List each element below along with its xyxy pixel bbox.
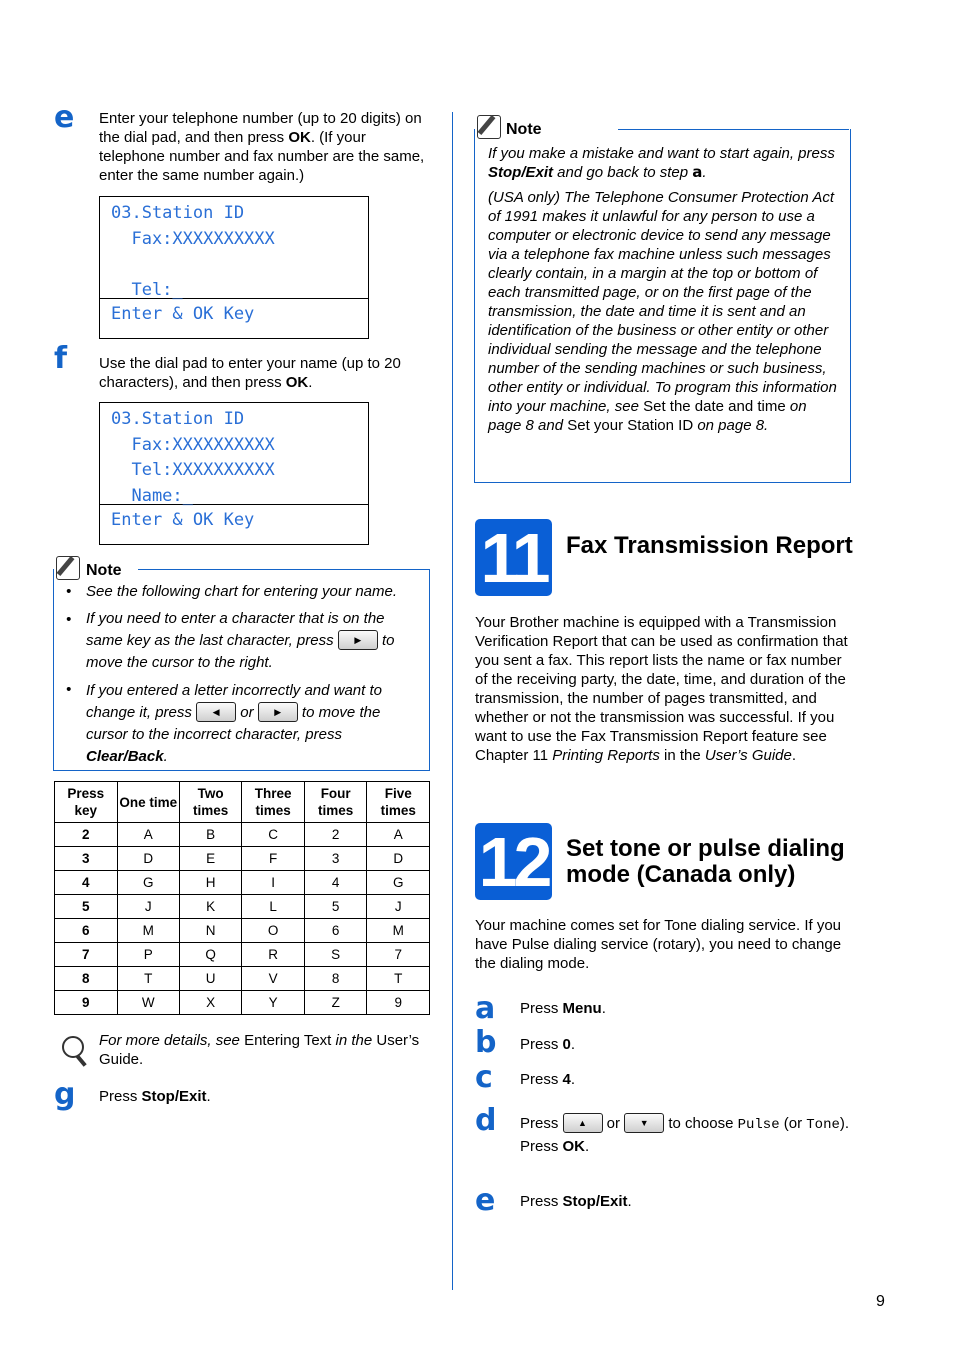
table-cell: 7: [367, 943, 430, 967]
step-text: to choose: [664, 1115, 738, 1132]
right-arrow-key-icon: ▶: [338, 630, 378, 650]
table-cell: 2: [304, 823, 367, 847]
section-body: Your machine comes set for Tone dialing service. If you have Pulse dialing service (rotary), you need to change the dialing mode.: [475, 917, 842, 972]
table-cell: V: [242, 967, 305, 991]
step-text: Press: [520, 1000, 563, 1017]
step-text: Press: [520, 1036, 563, 1053]
step-letter-e: e: [475, 1183, 496, 1218]
step-text: (or: [779, 1115, 807, 1132]
step-e-instruction: [99, 109, 429, 185]
lcd-line: 03.Station ID: [111, 203, 245, 223]
table-header-row: [55, 782, 430, 823]
table-cell: 4: [55, 871, 118, 895]
table-cell: J: [117, 895, 179, 919]
section-title-line: Set tone or pulse dialing: [566, 835, 845, 862]
menu-key-label: Menu: [562, 1000, 602, 1017]
note-bullet-2-end: to move the cursor to the right.: [86, 632, 395, 671]
section-body: [475, 613, 849, 765]
set-station-id-link[interactable]: Set your Station ID: [567, 417, 694, 434]
step-d-instruction: [520, 1113, 850, 1158]
table-row: [55, 823, 430, 847]
table-cell: N: [179, 919, 242, 943]
table-row: [55, 991, 430, 1015]
step-a-instruction: [520, 999, 606, 1018]
step-text: Press: [520, 1071, 563, 1088]
details-text: in the: [331, 1032, 377, 1049]
table-cell: A: [117, 823, 179, 847]
body-text: Your Brother machine is equipped with a Transmission Verification Report that can be used as confirmation that you sent a fax. This report lists the name or fax number of the receiving party, the date, time, and duration of the transmission, the number of pages transmitted, and whether or not the transmission was successful. If you want to use the Fax Transmission Report feature see Chapter 11: [475, 614, 848, 764]
step-reference: a: [692, 163, 703, 181]
step-f-instruction: [99, 354, 429, 392]
table-cell: L: [242, 895, 305, 919]
details-link[interactable]: Entering Text: [244, 1032, 332, 1049]
table-cell: B: [179, 823, 242, 847]
note-text: on page 8.: [693, 417, 769, 434]
table-cell: G: [367, 871, 430, 895]
ok-key-label: OK: [562, 1138, 586, 1155]
table-cell: Y: [242, 991, 305, 1015]
step-f-text-end: .: [308, 374, 313, 391]
lcd-footer: Enter & OK Key: [111, 510, 255, 530]
table-cell: 6: [55, 919, 118, 943]
table-cell: 3: [55, 847, 118, 871]
step-letter-e: e: [54, 100, 75, 135]
step-e-instruction: [520, 1192, 632, 1211]
table-cell: X: [179, 991, 242, 1015]
details-reference: [99, 1031, 429, 1069]
table-cell: Z: [304, 991, 367, 1015]
table-row: [55, 943, 430, 967]
step-g-end: .: [206, 1088, 211, 1105]
magnifier-icon: [62, 1036, 84, 1058]
stop-exit-key-label: Stop/Exit: [562, 1193, 628, 1210]
stop-exit-key-label: Stop/Exit: [488, 164, 554, 181]
step-f-bold: OK: [285, 374, 309, 391]
character-entry-table: [54, 781, 430, 1015]
table-row: [55, 847, 430, 871]
lcd-line: Tel:XXXXXXXXXX: [111, 460, 275, 480]
table-cell: M: [367, 919, 430, 943]
step-text: ).: [839, 1115, 850, 1132]
table-cell: 9: [367, 991, 430, 1015]
left-arrow-key-icon: ◀: [196, 702, 236, 722]
step-c-instruction: [520, 1070, 575, 1089]
lcd-footer: Enter & OK Key: [111, 304, 255, 324]
table-cell: I: [242, 871, 305, 895]
table-cell: W: [117, 991, 179, 1015]
section-title: [566, 836, 845, 888]
table-cell: H: [179, 871, 242, 895]
note-title: Note: [506, 121, 542, 138]
step-text: Press: [520, 1115, 563, 1132]
note-title: Note: [86, 562, 122, 579]
lcd-line: Name:_: [111, 485, 193, 506]
section-number-badge: 12: [475, 823, 552, 900]
step-text: or: [602, 1115, 625, 1132]
body-text: in the: [659, 747, 705, 764]
table-cell: D: [367, 847, 430, 871]
table-cell: F: [242, 847, 305, 871]
tone-option: Tone: [806, 1117, 840, 1133]
column-divider: [452, 112, 453, 1290]
up-arrow-key-icon: ▲: [563, 1113, 603, 1133]
step-text: .: [570, 1071, 576, 1088]
step-letter-d: d: [475, 1103, 497, 1138]
details-text: For more details, see: [99, 1032, 245, 1049]
printing-reports-ref: Printing Reports: [552, 747, 660, 764]
lcd-display-tel: [99, 196, 369, 339]
table-cell: O: [242, 919, 305, 943]
table-cell: C: [242, 823, 305, 847]
table-cell: 4: [304, 871, 367, 895]
section-title-line: mode (Canada only): [566, 861, 796, 888]
note-or-text: or: [240, 704, 254, 721]
table-row: [55, 919, 430, 943]
table-header: Three times: [242, 782, 305, 823]
note-paragraph-2: [488, 188, 840, 435]
lcd-display-name: [99, 402, 369, 545]
step-g-text: Press: [99, 1088, 142, 1105]
step-letter-f: f: [54, 341, 68, 376]
table-cell: 5: [304, 895, 367, 919]
section-number-badge: 11: [475, 519, 552, 596]
step-g-bold: Stop/Exit: [141, 1088, 207, 1105]
table-cell: P: [117, 943, 179, 967]
table-cell: D: [117, 847, 179, 871]
table-cell: M: [117, 919, 179, 943]
table-cell: 8: [55, 967, 118, 991]
down-arrow-key-icon: ▼: [624, 1113, 664, 1133]
table-header: One time: [117, 782, 179, 823]
note-text: If you make a mistake and want to start again, press: [488, 145, 835, 162]
step-letter-g: g: [54, 1077, 76, 1112]
step-e-text-end: . (If your telephone number and fax number are the same, enter the same number again.): [99, 129, 425, 184]
table-header: Two times: [179, 782, 242, 823]
table-row: [55, 895, 430, 919]
right-arrow-key-icon: ▶: [258, 702, 298, 722]
note-bullet-1-text: See the following chart for entering your name.: [86, 583, 398, 600]
step-e-text: Enter your telephone number (up to 20 digits) on the dial pad, and then press: [99, 110, 422, 146]
lcd-line: 03.Station ID: [111, 409, 245, 429]
step-letter-a: a: [475, 991, 496, 1026]
lcd-line: Fax:XXXXXXXXXX: [111, 228, 275, 249]
table-cell: E: [179, 847, 242, 871]
step-letter-b: b: [475, 1025, 497, 1060]
step-text: .: [570, 1036, 576, 1053]
table-cell: 3: [304, 847, 367, 871]
table-header: Press key: [55, 782, 118, 823]
users-guide-ref: User’s Guide: [704, 747, 792, 764]
table-cell: A: [367, 823, 430, 847]
note-text: .: [702, 164, 707, 181]
note-bullet-3-mid: to move the cursor to the incorrect character, press: [86, 704, 381, 743]
table-header: Five times: [367, 782, 430, 823]
step-f-text: Use the dial pad to enter your name (up to 20 characters), and then press: [99, 355, 401, 391]
table-cell: 9: [55, 991, 118, 1015]
step-text: .: [627, 1193, 632, 1210]
note-bullet-3-text: If you entered a letter incorrectly and want to change it, press: [86, 682, 382, 721]
table-cell: R: [242, 943, 305, 967]
pulse-option: Pulse: [737, 1117, 780, 1133]
step-b-instruction: [520, 1035, 575, 1054]
table-row: [55, 871, 430, 895]
step-text: .: [585, 1138, 590, 1155]
note-text: and go back to step: [553, 164, 693, 181]
table-cell: 2: [55, 823, 118, 847]
step-text: .: [601, 1000, 606, 1017]
section-title: Fax Transmission Report: [566, 532, 853, 559]
table-cell: T: [117, 967, 179, 991]
table-cell: U: [179, 967, 242, 991]
clear-back-key-label: Clear/Back: [86, 748, 164, 765]
table-cell: K: [179, 895, 242, 919]
note-bullet-3-end: .: [163, 748, 168, 765]
note-text: (USA only) The Telephone Consumer Protection Act of 1991 makes it unlawful for any person to use a computer or electronic device to send any message via a telephone fax machine unless such messages clearly contain, in a margin at the top or bottom of each transmitted page, or on the first page of the transmission, the date and time it is sent and an identification of the business or other entity or other individual sending the message and the telephone number of the sending machines or such business, other entity or individual. To program this information into your machine, see: [488, 189, 837, 415]
page-number: 9: [876, 1293, 885, 1310]
note-paragraph-1: [488, 144, 840, 182]
lcd-line: [111, 252, 368, 278]
set-date-time-link[interactable]: Set the date and time: [643, 398, 786, 415]
table-cell: 7: [55, 943, 118, 967]
note-bullet-2-text: If you need to enter a character that is on the same key as the last character, press: [86, 610, 385, 649]
key-label: 0: [562, 1036, 571, 1053]
table-cell: 5: [55, 895, 118, 919]
lcd-line: Tel:_: [111, 279, 183, 300]
table-cell: 8: [304, 967, 367, 991]
table-cell: Q: [179, 943, 242, 967]
table-row: [55, 967, 430, 991]
table-cell: 6: [304, 919, 367, 943]
table-cell: G: [117, 871, 179, 895]
key-label: 4: [562, 1071, 571, 1088]
step-e-bold: OK: [288, 129, 311, 146]
note-text: on page 8 and: [488, 398, 807, 434]
step-g-instruction: [99, 1087, 211, 1106]
table-header: Four times: [304, 782, 367, 823]
step-text: Press: [520, 1193, 563, 1210]
details-guide: User’s Guide.: [99, 1032, 420, 1068]
step-letter-c: c: [475, 1060, 493, 1095]
table-cell: J: [367, 895, 430, 919]
table-cell: S: [304, 943, 367, 967]
body-text: .: [791, 747, 797, 764]
step-text: Press: [520, 1138, 563, 1155]
table-cell: T: [367, 967, 430, 991]
lcd-line: Fax:XXXXXXXXXX: [111, 434, 275, 455]
